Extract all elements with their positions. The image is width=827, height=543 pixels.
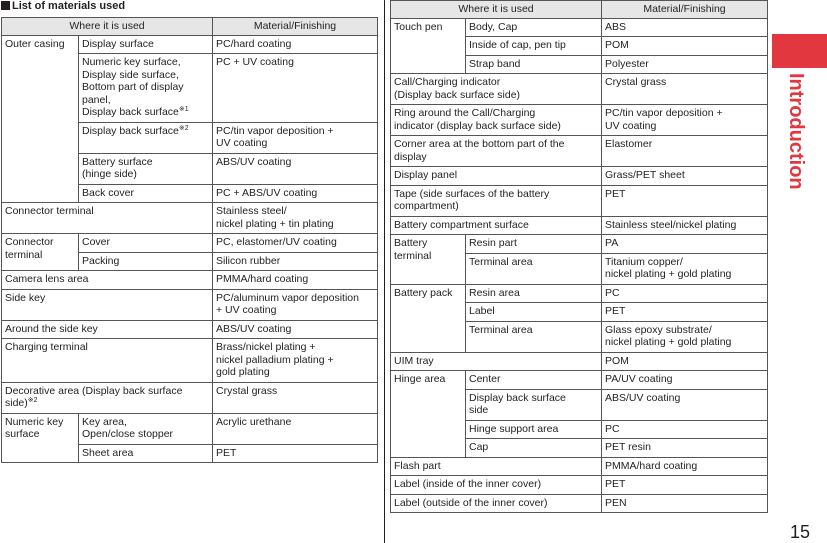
table-row	[391, 18, 768, 37]
material-cell: PC/hard coating	[213, 35, 378, 54]
table-row	[2, 271, 378, 290]
table-row	[2, 203, 378, 234]
charging-terminal-label: Charging terminal	[2, 339, 213, 383]
table-row	[391, 105, 768, 136]
table-row	[2, 320, 378, 339]
corner-area-label: Corner area at the bottom part of the display	[391, 136, 602, 167]
outer-casing-label: Outer casing	[2, 35, 79, 203]
footnote-mark: ※2	[27, 397, 38, 404]
material-cell: PET resin	[602, 439, 768, 458]
numeric-key-surface-label: Numeric key surface	[2, 413, 79, 463]
table-row	[2, 289, 378, 320]
material-cell: PC/tin vapor deposition + UV coating	[602, 105, 768, 136]
table-header-row	[2, 18, 378, 36]
material-cell: Acrylic urethane	[213, 413, 378, 444]
hinge-area-label: Hinge area	[391, 371, 466, 458]
section-title: List of materials used	[1, 0, 125, 13]
part-cell: Cover	[79, 234, 213, 253]
material-cell: Polyester	[602, 55, 768, 74]
material-cell: PC/aluminum vapor deposition + UV coating	[213, 289, 378, 320]
flash-part-label: Flash part	[391, 457, 602, 476]
material-cell: ABS	[602, 18, 768, 37]
table-row	[2, 382, 378, 413]
table-row	[2, 339, 378, 383]
table-header-row	[391, 1, 768, 19]
section-side-label: Introduction	[785, 73, 807, 190]
battery-pack-label: Battery pack	[391, 284, 466, 352]
material-cell: PET	[213, 444, 378, 463]
material-cell: PC	[602, 284, 768, 303]
table-row	[391, 185, 768, 216]
material-cell: PC, elastomer/UV coating	[213, 234, 378, 253]
display-panel-label: Display panel	[391, 167, 602, 186]
table-row	[391, 476, 768, 495]
part-cell: Numeric key surface, Display side surface, Bottom part of display panel, Display back surface$^{※1}$	[79, 54, 213, 123]
part-cell: Label	[466, 303, 602, 322]
tape-label: Tape (side surfaces of the battery compartment)	[391, 185, 602, 216]
uim-tray-label: UIM tray	[391, 352, 602, 371]
table-row	[2, 35, 378, 54]
header-where-used: Where it is used	[2, 18, 213, 36]
footnote-mark: ※2	[178, 124, 189, 132]
left-materials-table	[1, 17, 378, 463]
material-cell: ABS/UV coating	[213, 320, 378, 339]
material-cell: Crystal grass	[213, 382, 378, 413]
table-row	[2, 413, 378, 444]
page-number: 15	[790, 522, 811, 542]
camera-lens-area-label: Camera lens area	[2, 271, 213, 290]
part-cell: Display surface	[79, 35, 213, 54]
material-cell: Brass/nickel plating + nickel palladium plating + gold plating	[213, 339, 378, 383]
material-cell: PET	[602, 476, 768, 495]
part-cell: Resin area	[466, 284, 602, 303]
material-cell: PEN	[602, 494, 768, 513]
part-cell: Display back surface side	[466, 389, 602, 420]
part-cell: Body, Cap	[466, 18, 602, 37]
part-cell: Inside of cap, pen tip	[466, 37, 602, 56]
material-cell: Titanium copper/ nickel plating + gold plating	[602, 253, 768, 284]
column-divider	[384, 0, 385, 543]
label-inside-label: Label (inside of the inner cover)	[391, 476, 602, 495]
header-material: Material/Finishing	[213, 18, 378, 36]
right-materials-table	[390, 0, 768, 513]
material-cell: PC	[602, 420, 768, 439]
part-cell: Packing	[79, 252, 213, 271]
material-cell: Grass/PET sheet	[602, 167, 768, 186]
side-key-label: Side key	[2, 289, 213, 320]
around-side-key-label: Around the side key	[2, 320, 213, 339]
table-row	[391, 352, 768, 371]
material-cell: PMMA/hard coating	[602, 457, 768, 476]
header-material: Material/Finishing	[602, 1, 768, 19]
part-cell: Terminal area	[466, 321, 602, 352]
table-row	[391, 74, 768, 105]
part-cell: Back cover	[79, 184, 213, 203]
part-cell: Terminal area	[466, 253, 602, 284]
material-cell: Glass epoxy substrate/ nickel plating + gold plating	[602, 321, 768, 352]
part-cell: Strap band	[466, 55, 602, 74]
material-cell: Stainless steel/nickel plating	[602, 216, 768, 235]
material-cell: Silicon rubber	[213, 252, 378, 271]
material-cell: PC/tin vapor deposition + UV coating	[213, 122, 378, 153]
connector-terminal-label: Connector terminal	[2, 203, 213, 234]
black-square-icon	[1, 1, 10, 10]
material-cell: PET	[602, 185, 768, 216]
material-cell: ABS/UV coating	[602, 389, 768, 420]
touch-pen-label: Touch pen	[391, 18, 466, 74]
label-outside-label: Label (outside of the inner cover)	[391, 494, 602, 513]
part-cell: Center	[466, 371, 602, 390]
material-cell: PA/UV coating	[602, 371, 768, 390]
material-cell: Stainless steel/ nickel plating + tin plating	[213, 203, 378, 234]
part-cell: Cap	[466, 439, 602, 458]
part-cell: Resin part	[466, 235, 602, 254]
table-row	[391, 167, 768, 186]
part-cell: Sheet area	[79, 444, 213, 463]
material-cell: PET	[602, 303, 768, 322]
table-row	[391, 457, 768, 476]
table-row	[391, 494, 768, 513]
table-row	[391, 284, 768, 303]
material-cell: Crystal grass	[602, 74, 768, 105]
part-cell: Display back surface$^{※2}$	[79, 122, 213, 153]
battery-terminal-label: Battery terminal	[391, 235, 466, 285]
part-cell: Hinge support area	[466, 420, 602, 439]
material-cell: POM	[602, 37, 768, 56]
material-cell: PMMA/hard coating	[213, 271, 378, 290]
material-cell: PA	[602, 235, 768, 254]
material-cell: ABS/UV coating	[213, 153, 378, 184]
material-cell: PC + ABS/UV coating	[213, 184, 378, 203]
decorative-area-label: Decorative area (Display back surface side)$^{※2}$	[2, 382, 213, 413]
part-cell: Key area, Open/close stopper	[79, 413, 213, 444]
material-cell: Elastomer	[602, 136, 768, 167]
section-tab-marker	[772, 34, 827, 68]
table-row	[391, 216, 768, 235]
table-row	[391, 136, 768, 167]
connector-terminal-group-label: Connector terminal	[2, 234, 79, 271]
battery-compartment-surface-label: Battery compartment surface	[391, 216, 602, 235]
call-charging-indicator-label: Call/Charging indicator (Display back surface side)	[391, 74, 602, 105]
footnote-mark: ※1	[178, 106, 189, 113]
material-cell: POM	[602, 352, 768, 371]
ring-around-label: Ring around the Call/Charging indicator (display back surface side)	[391, 105, 602, 136]
header-where-used: Where it is used	[391, 1, 602, 19]
material-cell: PC + UV coating	[213, 54, 378, 123]
table-row	[391, 371, 768, 390]
table-row	[391, 235, 768, 254]
part-cell: Battery surface (hinge side)	[79, 153, 213, 184]
table-row	[2, 234, 378, 253]
